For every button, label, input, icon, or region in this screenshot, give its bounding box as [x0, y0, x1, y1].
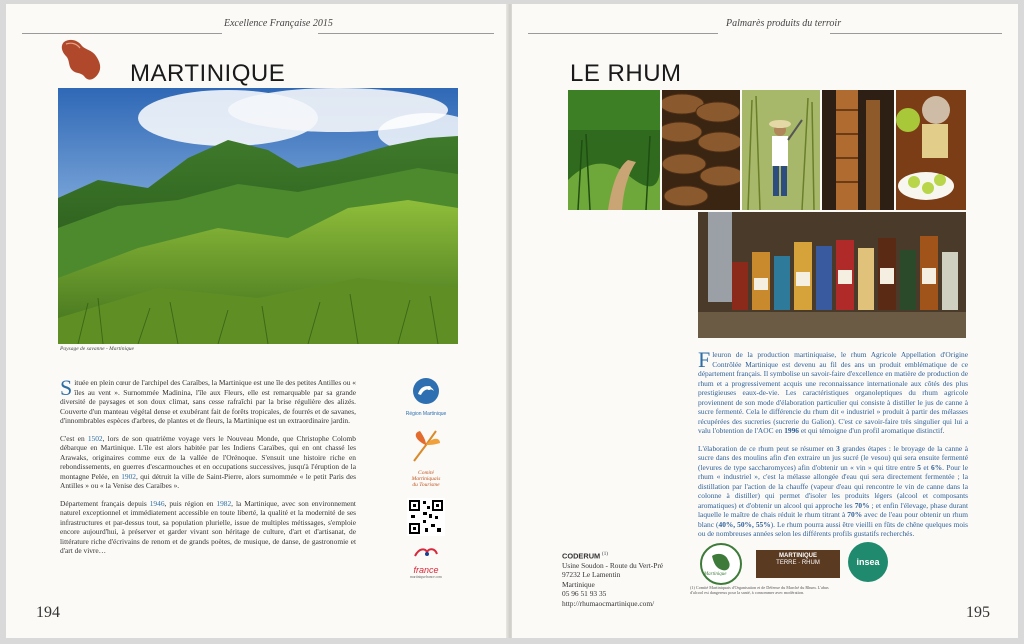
text-run: Département français depuis [60, 498, 150, 508]
rhum-intro-text [698, 347, 969, 547]
year-1982: 1982 [216, 498, 232, 508]
percent-values: 40%, 50%, 55% [718, 519, 771, 529]
tourisme-label [401, 470, 451, 488]
region-emblem-icon [409, 376, 443, 406]
left-page [6, 4, 508, 638]
qr-code[interactable] [407, 498, 445, 536]
percent-value: 6% [931, 462, 943, 472]
footnote: (1) Comité Martiniquais d'Organisation et de Défense du Marché du Rhum. L'abus d'alcool est dangereux pour la santé, à consommer avec modération. [690, 585, 829, 595]
martinique-map-icon [58, 36, 104, 84]
page-title-martinique: MARTINIQUE [130, 60, 286, 87]
contact-footnote-mark: (1) [602, 552, 608, 557]
percent-value: 70% [847, 510, 863, 519]
year-1502: 1502 [87, 433, 103, 443]
france-bird-icon [411, 546, 441, 560]
page-number-left: 194 [36, 604, 60, 621]
contact-address-2: 97232 Le Lamentin [562, 570, 621, 580]
header-rule-left-2 [318, 33, 494, 34]
text-run: C'est en [60, 433, 88, 443]
text-run: grandes étapes : le broyage de la canne à sucre dans des moulins afin d'en extraire un jus sucré (le vesou) qui sera ensuite fermenté (levures de type saccharomyces) afin d'obtenir un « vin » qui titre entre [698, 443, 968, 472]
text-run: , lors de son quatrième voyage vers le Nouveau Monde, que Christophe Colomb débarque en Martinique. L'île est alors habitée par les Indiens Caraïbes, qui en ont chassé les Arawaks, originaires comme eux de la vallée de l'Orénoque. S'ensuit une histoire riche en rebondissements, en guerres d'escarmouches et en occupations successives, jusqu'à l'éruption de la montagne Pelée, en [60, 433, 356, 481]
right-page [512, 4, 1018, 638]
photo-caption: Paysage de savanne - Martinique [60, 346, 134, 352]
year-1996: 1996 [784, 426, 799, 435]
running-head-right: Palmarès produits du terroir [726, 18, 842, 29]
tourisme-logo [401, 427, 451, 488]
header-rule-right-1 [528, 33, 718, 34]
contact-phone: 05 96 51 93 35 [562, 589, 607, 599]
tourisme-flower-icon [406, 427, 446, 465]
text-run: , la Martinique, avec son environnement naturel exceptionnel et immédiatement accessible en toute liberté, la qualité et la modernité de ses infrastructures et par-dessus tout, sa population plurielle, issue de multiples métissages, s'emploie encore aujourd'hui, à préserver et garder vivant son héritage de culture, d'art et d'artisanat, de littérature riche d'écrivains de renom et de grands poètes, de musique, de danse, de gastronomie et d'art de vivre… [60, 498, 356, 555]
text-run: , puis région en [164, 498, 217, 508]
insea-badge: insea [848, 542, 888, 582]
left-paragraph-1-text: ituée en plein cœur de l'archipel des Caraïbes, la Martinique est une île des petites Antilles ou « îles au vent ». Surnommée Madinina, l'île aux Fleurs, elle est remarquable par sa grande diversité de paysages et son doux climat, sans cesse rafraîchi par la brise régulière des alizés. Couverte d'un manteau végétal dense et exubérant fait de forêts tropicales, de fourrés et de savanes, d'innombrables espèces d'arbres, de plantes et de fleurs, la Martinique est un extraordinaire jardin. [60, 378, 356, 425]
partner-logos [401, 376, 451, 579]
photo-cane-cutter [742, 90, 820, 210]
rhum-process-paragraph [698, 444, 968, 539]
photo-cane-field [568, 90, 660, 210]
photo-rum-bottles [698, 212, 966, 338]
france-logo [401, 546, 451, 579]
contact-name: CODERUM [562, 551, 601, 561]
left-paragraph-2 [60, 434, 356, 491]
text-run: L'élaboration de ce rhum peut se résumer en [698, 443, 837, 453]
terre-badge-line-2: TERRE [776, 560, 797, 566]
text-run: ; et enfin l'élevage, phase durant laquelle le maître de chais réduit le rhum titrant à [698, 500, 969, 519]
france-label: france [413, 565, 439, 575]
running-head-left: Excellence Française 2015 [224, 18, 333, 29]
terre-badge-line-3: RHUM [801, 560, 820, 566]
text-run: , qui détruit la ville de Saint-Pierre, alors surnommée « le petit Paris des Antilles » ou « la Venise des Caraïbes ». [60, 471, 357, 490]
text-run: leuron de la production martiniquaise, le rhum Agricole Appellation d'Origine Contrôlée Martinique est devenu au fil des ans un produit emblématique de ce département français. Il symbolise un savoir-faire d'excellence en matière de production de rhum et a progressivement acquis une reconnaissance internationale aux côtés des plus prestigieuses eaux-de-vie. Les caractéristiques organoleptiques du rhum agricole proviennent de son mode d'élaboration particulier qui consiste à distiller le jus de canne à sucre fermenté. Cela le différencie du rhum dit « industriel » produit à partir des mélasses récupérées des sucreries (sucrerie du Galion). C'est ce savoir-faire très singulier qui lui a valu l'obtention de l'AOC en [698, 350, 968, 435]
dropcap-f: F [698, 347, 711, 372]
contact-block [562, 550, 663, 608]
terre-badge-line-1: MARTINIQUE [779, 553, 817, 559]
text-run: avec de l'eau pour obtenir un rhum blanc ( [698, 510, 969, 529]
aoc-badge-label: Martinique [704, 572, 727, 577]
region-label: Région Martinique [405, 411, 447, 417]
tourisme-label-2: Martiniquais [411, 476, 441, 482]
text-run: ). Le rhum pourra aussi être vieilli en fûts de chêne quelques mois ou de nombreuses années selon les différents profils gustatifs recherchés. [698, 519, 968, 538]
region-martinique-logo [401, 376, 451, 417]
photo-distillery-column [822, 90, 894, 210]
percent-value: 70% [854, 500, 870, 510]
year-1946: 1946 [149, 498, 165, 508]
percent-value: 5 [917, 462, 921, 472]
text-run: et qui témoigne d'un profil aromatique distinctif. [799, 426, 945, 435]
left-paragraph-1 [60, 375, 356, 426]
photo-barrels [662, 90, 740, 210]
left-paragraph-3 [60, 499, 356, 556]
rhum-intro-paragraph [698, 347, 968, 436]
landscape-photo [58, 88, 458, 344]
header-rule-left-1 [22, 33, 222, 34]
terre-rhum-badge: MARTINIQUE TERRE · RHUM [756, 550, 840, 578]
contact-address-1: Usine Soudon - Route du Vert-Pré [562, 560, 664, 570]
france-url[interactable]: martiniquefrance.com [410, 575, 442, 579]
contact-url-link[interactable]: http://rhumaocmartinique.com/ [562, 598, 655, 608]
dropcap-s: S [60, 375, 73, 400]
year-1902: 1902 [121, 471, 136, 481]
aoc-martinique-badge-icon [698, 542, 744, 586]
page-title-rhum: LE RHUM [570, 60, 682, 87]
page-number-right: 195 [966, 604, 990, 621]
header-rule-right-2 [830, 33, 1002, 34]
photo-ti-punch [896, 90, 966, 210]
rhum-badges [698, 542, 968, 586]
tourisme-label-3: du Tourisme [412, 482, 440, 488]
left-body-text [60, 375, 357, 564]
text-run: et [920, 462, 932, 472]
step-count: 3 [836, 443, 840, 453]
tourisme-label-1: Comité [418, 470, 434, 476]
text-run: . Pour le rhum « industriel », c'est la mélasse allongée d'eau qui sera directement fermentée ; la distillation par l'action de la chauffe (vapeur d'eau qui rencontre le vin de canne dans la colonne à distiller) qui permet d'isoler les produits légers (alcool et composants aromatiques) et d'obtenir un alcool qui approche les [698, 462, 969, 510]
contact-address-3: Martinique [562, 579, 595, 589]
